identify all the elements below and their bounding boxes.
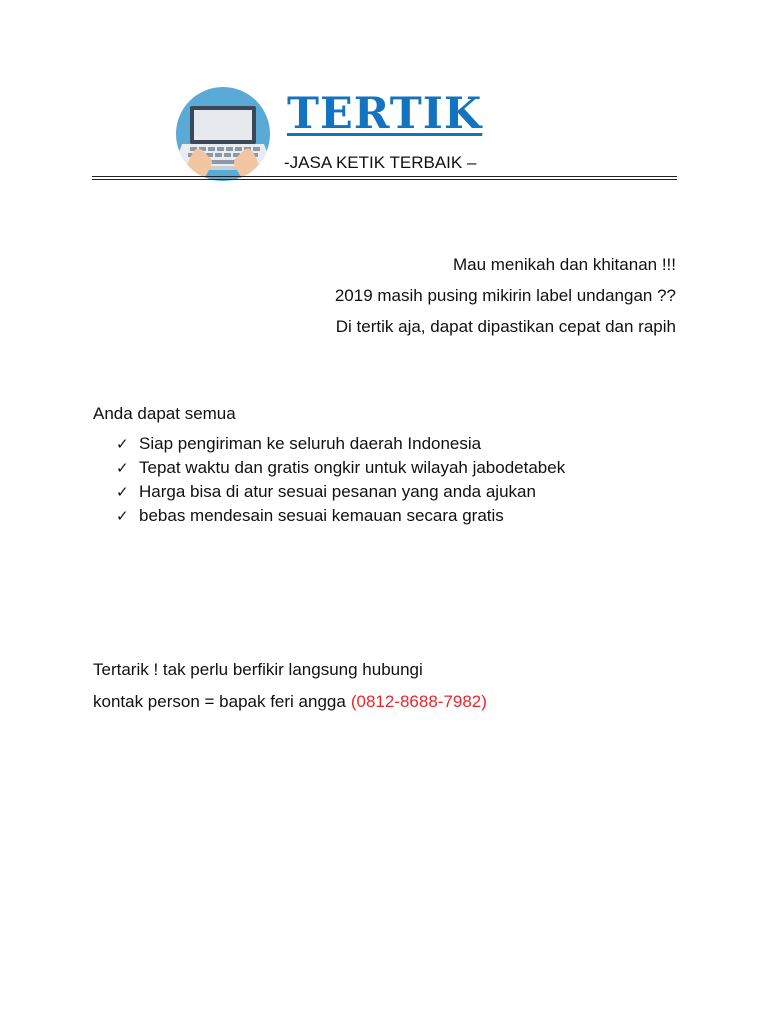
benefit-text: Tepat waktu dan gratis ongkir untuk wilayah jabodetabek	[139, 458, 566, 477]
benefit-item	[116, 456, 565, 480]
benefit-item	[116, 504, 565, 528]
benefit-text: bebas mendesain sesuai kemauan secara gratis	[139, 506, 504, 525]
contact-person	[93, 690, 487, 714]
intro-line: Di tertik aja, dapat dipastikan cepat dan rapih	[335, 317, 676, 336]
phone-number: (0812-8688-7982)	[350, 692, 487, 711]
benefits-heading: Anda dapat semua	[93, 404, 236, 423]
benefits-list	[116, 432, 565, 528]
intro-line: 2019 masih pusing mikirin label undangan ??	[334, 286, 676, 305]
benefit-text: Harga bisa di atur sesuai pesanan yang anda ajukan	[139, 482, 536, 501]
check-icon: ✓	[116, 507, 129, 525]
intro-line: Mau menikah dan khitanan !!!	[452, 255, 676, 274]
contact-label: kontak person = bapak feri angga	[93, 692, 346, 711]
benefit-item	[116, 480, 565, 504]
header-divider	[92, 176, 677, 177]
brand-tagline: -JASA KETIK TERBAIK –	[284, 153, 477, 172]
benefit-item	[116, 432, 565, 456]
intro-text	[335, 249, 676, 342]
check-icon: ✓	[116, 459, 129, 477]
header-divider	[92, 179, 677, 180]
brand-title: TERTIK	[287, 89, 483, 139]
check-icon: ✓	[116, 435, 129, 453]
call-to-action: Tertarik ! tak perlu berfikir langsung hubungi	[93, 660, 423, 679]
benefit-text: Siap pengiriman ke seluruh daerah Indonesia	[139, 434, 482, 453]
check-icon: ✓	[116, 483, 129, 501]
laptop-typing-icon	[170, 84, 276, 184]
